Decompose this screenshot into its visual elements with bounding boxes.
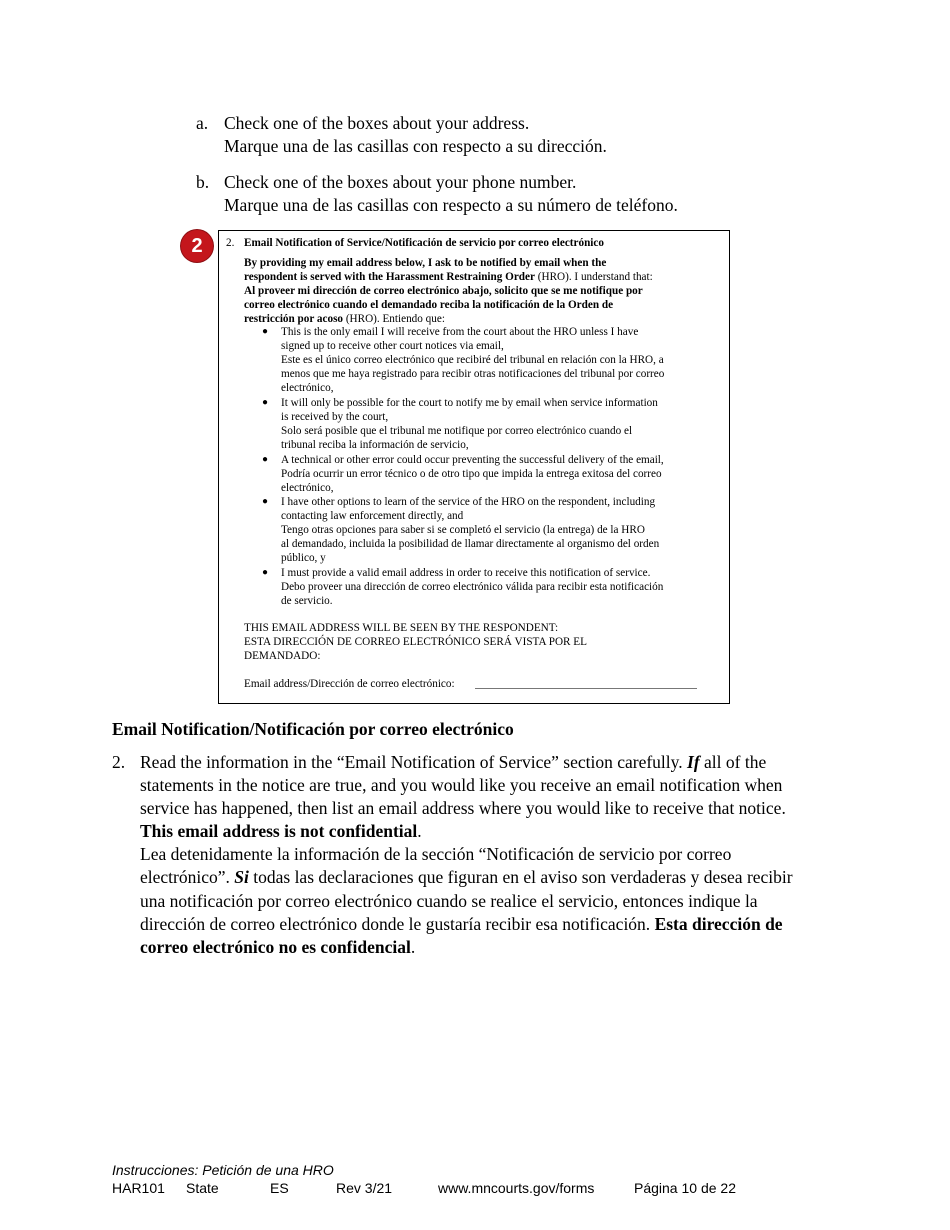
form-section-title: Email Notification of Service/Notificación de servicio por correo electrónico xyxy=(244,237,604,249)
bullet-icon: ● xyxy=(262,454,269,465)
footer-revision: Rev 3/21 xyxy=(336,1180,393,1196)
step-a-english: Check one of the boxes about your address. xyxy=(224,113,530,133)
step-number-badge: 2 xyxy=(181,230,213,262)
footer-jurisdiction: State xyxy=(186,1180,219,1196)
email-address-blank xyxy=(475,688,697,689)
step-b-label: b. xyxy=(196,172,210,192)
instruction-number: 2. xyxy=(112,752,126,772)
footer-language: ES xyxy=(270,1180,289,1196)
form-warning: THIS EMAIL ADDRESS WILL BE SEEN BY THE RESPONDENT: ESTA DIRECCIÓN DE CORREO ELECTRÓNICO SERÁ VISTA POR EL DEMANDADO: xyxy=(244,622,587,663)
bullet-icon: ● xyxy=(262,567,269,578)
bullet-icon: ● xyxy=(262,496,269,507)
form-bullet-5: I must provide a valid email address in order to receive this notification of service. Debo proveer una dirección de correo electrónico válida para recibir esta notificación de servicio. xyxy=(281,567,664,608)
step-a-label: a. xyxy=(196,113,209,133)
form-section-number: 2. xyxy=(226,237,235,249)
footer-form-id: HAR101 xyxy=(112,1180,165,1196)
section-heading: Email Notification/Notificación por correo electrónico xyxy=(112,719,514,739)
footer-url: www.mncourts.gov/forms xyxy=(438,1180,595,1196)
form-email-label: Email address/Dirección de correo electrónico: xyxy=(244,678,455,690)
form-bullet-1: This is the only email I will receive from the court about the HRO unless I have signed up to receive other court notices via email, Este es el único correo electrónico que recibiré del tribunal en relación con la HRO, a menos que me haya registrado para recibir otras notificaciones del tribunal por correo electrónico, xyxy=(281,326,665,395)
bullet-icon: ● xyxy=(262,326,269,337)
footer-title: Instrucciones: Petición de una HRO xyxy=(112,1162,334,1178)
step-a-spanish: Marque una de las casillas con respecto a su dirección. xyxy=(224,136,607,156)
step-b-english: Check one of the boxes about your phone number. xyxy=(224,172,577,192)
form-bullet-2: It will only be possible for the court to notify me by email when service information is received by the court, Solo será posible que el tribunal me notifique por correo electrónico cuando el tribunal reciba la información de servicio, xyxy=(281,397,658,452)
footer-page-number: Página 10 de 22 xyxy=(634,1180,736,1196)
not-confidential-note: This email address is not confidential xyxy=(140,821,418,842)
bullet-icon: ● xyxy=(262,397,269,408)
form-intro: By providing my email address below, I ask to be notified by email when the respondent is served with the Harassment Restraining Order (HRO). I understand that: Al proveer mi dirección de correo electrónico abajo, solicito que se me notifique por correo electrónico cuando el demandado reciba la notificación de la Orden de restricción por acoso (HRO). Entiendo que: xyxy=(244,257,653,326)
form-bullet-4: I have other options to learn of the service of the HRO on the respondent, including contacting law enforcement directly, and Tengo otras opciones para saber si se completó el servicio (la entrega) de la HRO al demandado, incluida la posibilidad de llamar directamente al organismo del orden público, y xyxy=(281,496,660,565)
form-bullet-3: A technical or other error could occur preventing the successful delivery of the email, Podría ocurrir un error técnico o de otro tipo que impida la entrega exitosa del correo electrónico, xyxy=(281,454,664,495)
step-b-spanish: Marque una de las casillas con respecto a su número de teléfono. xyxy=(224,195,678,215)
